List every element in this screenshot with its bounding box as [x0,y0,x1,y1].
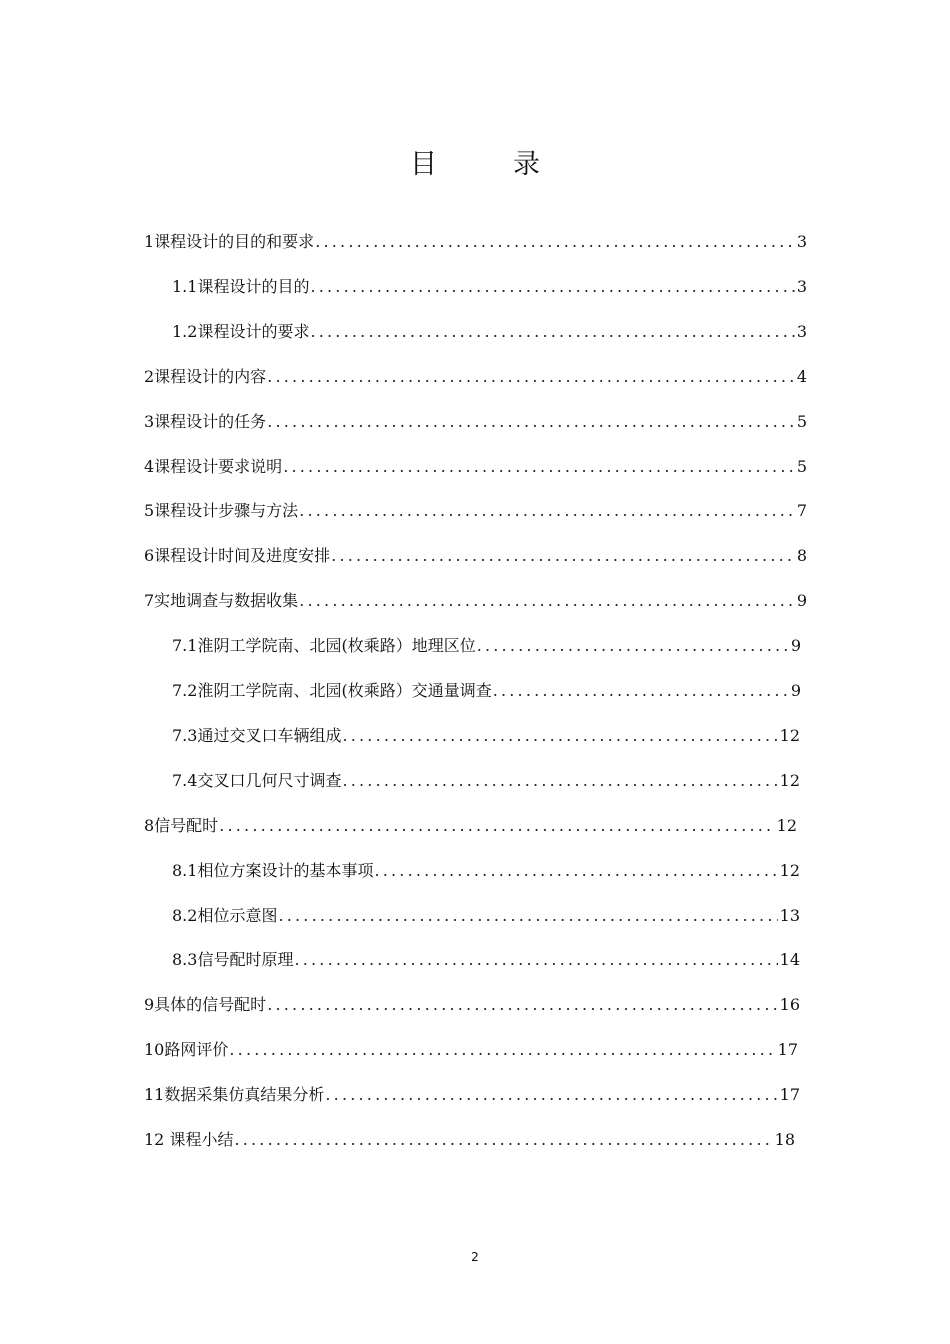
toc-entry[interactable] [144,1127,795,1153]
toc-entry-page: 9 [790,636,801,655]
toc-entry[interactable] [172,633,801,659]
toc-entry-page: 12 [779,726,800,745]
toc-entry-page: 4 [796,367,807,386]
toc-entry-page: 16 [779,995,800,1014]
toc-entry-label: 9具体的信号配时 [144,995,267,1014]
toc-entry-label: 7.4交叉口几何尺寸调查 [172,771,342,790]
toc-entry-label: 3课程设计的任务 [144,412,267,431]
toc-entry-page: 13 [779,906,800,925]
toc-entry-page: 14 [779,950,800,969]
toc-entry-label: 7实地调查与数据收集 [144,591,299,610]
toc-entry-page: 5 [796,457,807,476]
toc-dot-leader [234,1127,772,1153]
toc-entry[interactable] [144,498,807,524]
toc-entry[interactable] [144,543,807,569]
toc-entry[interactable] [172,319,807,345]
toc-dot-leader [477,633,789,659]
toc-entry[interactable] [172,903,800,929]
toc-entry-label: 7.3通过交叉口车辆组成 [172,726,342,745]
toc-entry-page: 7 [796,501,807,520]
toc-dot-leader [229,1037,775,1063]
toc-dot-leader [342,723,777,749]
toc-dot-leader [325,1082,777,1108]
toc-dot-leader [267,364,795,390]
toc-dot-leader [219,813,774,839]
toc-dot-leader [331,543,795,569]
toc-entry-page: 12 [779,771,800,790]
toc-entry-label: 8.2相位示意图 [172,906,278,925]
toc-entry-page: 12 [776,816,797,835]
toc-entry[interactable] [144,1082,800,1108]
toc-entry-label: 2课程设计的内容 [144,367,267,386]
toc-dot-leader [493,678,789,704]
toc-entry-label: 10路网评价 [144,1040,229,1059]
toc-entry-page: 18 [774,1130,795,1149]
toc-entry-page: 5 [796,412,807,431]
toc-entry[interactable] [144,364,807,390]
toc-dot-leader [315,229,795,255]
toc-entry-label: 7.2淮阴工学院南、北园(枚乘路）交通量调查 [172,681,492,700]
toc-entry[interactable] [172,947,800,973]
toc-entry[interactable] [144,1037,798,1063]
toc-dot-leader [374,858,777,884]
toc-entry[interactable] [172,858,800,884]
toc-entry-page: 17 [779,1085,800,1104]
toc-dot-leader [310,274,794,300]
toc-entry-label: 8.1相位方案设计的基本事项 [172,861,374,880]
toc-dot-leader [294,947,777,973]
toc-entry-page: 8 [796,546,807,565]
toc-entry-page: 17 [777,1040,798,1059]
toc-dot-leader [299,498,795,524]
toc-dot-leader [310,319,794,345]
toc-dot-leader [342,768,777,794]
toc-entry[interactable] [144,454,807,480]
toc-entry-page: 3 [796,322,807,341]
toc-entry[interactable] [144,409,807,435]
toc-entry[interactable] [172,678,801,704]
toc-dot-leader [267,992,777,1018]
toc-title-char-1: 目 [410,149,437,180]
toc-dot-leader [283,454,795,480]
toc-entry-page: 12 [779,861,800,880]
toc-dot-leader [267,409,795,435]
toc-entry[interactable] [144,229,807,255]
toc-entry[interactable] [172,274,807,300]
toc-entry[interactable] [172,723,800,749]
toc-entry-label: 12 课程小结 [144,1130,234,1149]
page-number: 2 [471,1250,479,1264]
toc-entry-label: 5课程设计步骤与方法 [144,501,299,520]
toc-entry-page: 3 [796,232,807,251]
toc-entry-label: 11数据采集仿真结果分析 [144,1085,325,1104]
toc-title-char-2: 录 [513,149,540,180]
toc-title [0,142,950,181]
toc-entry-label: 7.1淮阴工学院南、北园(枚乘路）地理区位 [172,636,476,655]
toc-entry-label: 1.1课程设计的目的 [172,277,310,296]
toc-entry-label: 1课程设计的目的和要求 [144,232,315,251]
toc-dot-leader [278,903,777,929]
toc-entry-label: 4课程设计要求说明 [144,457,283,476]
toc-entry-label: 6课程设计时间及进度安排 [144,546,331,565]
toc-entry[interactable] [144,588,807,614]
toc-entry-page: 9 [796,591,807,610]
toc-entry-label: 8信号配时 [144,816,219,835]
toc-entry[interactable] [172,768,800,794]
toc-entry[interactable] [144,992,800,1018]
toc-entry-page: 3 [796,277,807,296]
toc-entry-page: 9 [790,681,801,700]
toc-dot-leader [299,588,795,614]
toc-entry-label: 1.2课程设计的要求 [172,322,310,341]
toc-entry-label: 8.3信号配时原理 [172,950,294,969]
toc-entry[interactable] [144,813,797,839]
